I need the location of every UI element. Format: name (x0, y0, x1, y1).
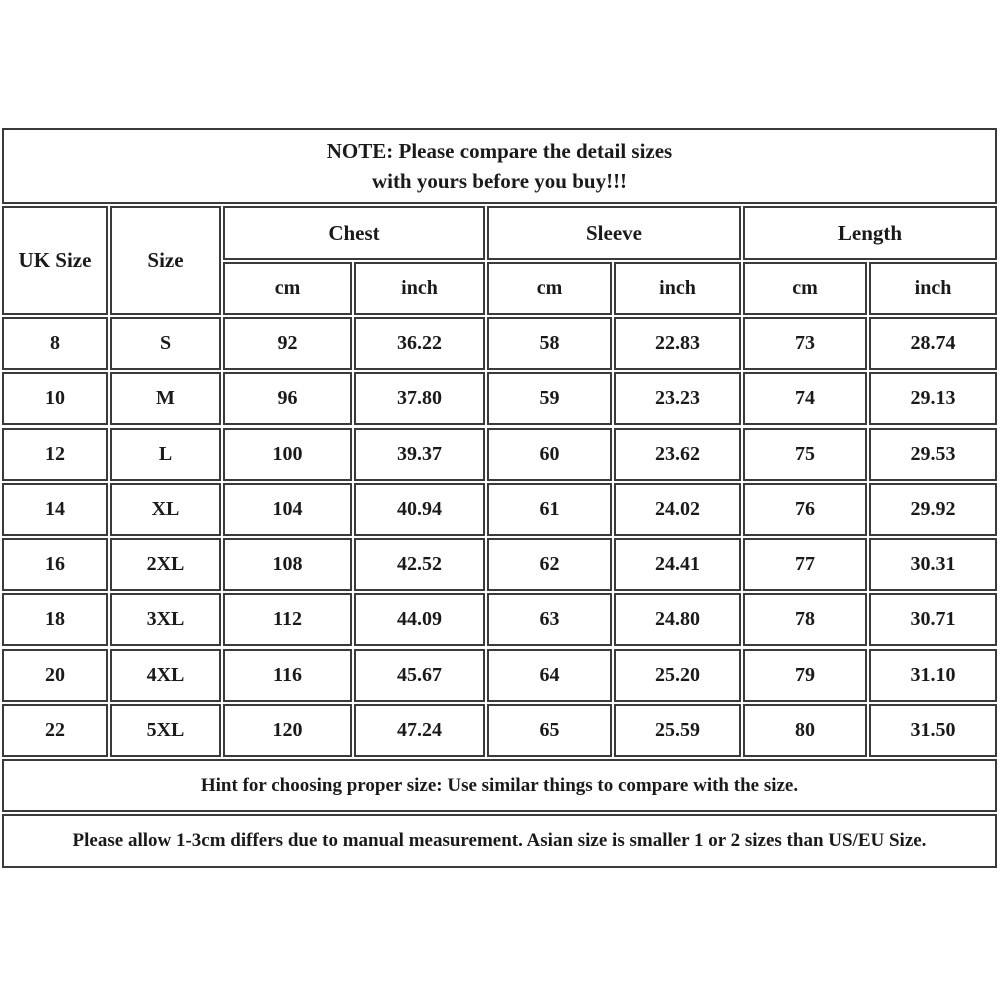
table-cell-length-cm: 80 (743, 704, 867, 757)
table-cell-chest-cm: 112 (223, 593, 352, 646)
table-cell-uk-size: 12 (2, 428, 108, 481)
table-cell-sleeve-cm: 62 (487, 538, 612, 591)
disclaimer-text: Please allow 1-3cm differs due to manual measurement. Asian size is smaller 1 or 2 sizes than US/EU Size. (2, 814, 997, 868)
table-cell-chest-inch: 40.94 (354, 483, 485, 536)
table-cell-sleeve-inch: 24.41 (614, 538, 741, 591)
table-cell-chest-cm: 104 (223, 483, 352, 536)
table-cell-sleeve-inch: 23.62 (614, 428, 741, 481)
table-cell-length-inch: 31.50 (869, 704, 997, 757)
table-cell-chest-cm: 108 (223, 538, 352, 591)
header-sleeve: Sleeve (487, 206, 741, 260)
table-cell-length-cm: 73 (743, 317, 867, 370)
table-cell-chest-inch: 36.22 (354, 317, 485, 370)
table-cell-length-inch: 29.92 (869, 483, 997, 536)
header-length: Length (743, 206, 997, 260)
table-cell-size: M (110, 372, 221, 425)
table-cell-chest-inch: 42.52 (354, 538, 485, 591)
table-cell-chest-inch: 37.80 (354, 372, 485, 425)
header-size: Size (110, 206, 221, 315)
header-sleeve-cm: cm (487, 262, 612, 315)
table-cell-size: 2XL (110, 538, 221, 591)
table-cell-uk-size: 10 (2, 372, 108, 425)
table-cell-sleeve-inch: 24.80 (614, 593, 741, 646)
header-length-inch: inch (869, 262, 997, 315)
table-cell-size: S (110, 317, 221, 370)
table-cell-size: XL (110, 483, 221, 536)
table-cell-chest-inch: 39.37 (354, 428, 485, 481)
table-cell-length-inch: 30.31 (869, 538, 997, 591)
table-cell-length-cm: 75 (743, 428, 867, 481)
header-chest-cm: cm (223, 262, 352, 315)
header-sleeve-inch: inch (614, 262, 741, 315)
note-line-1: NOTE: Please compare the detail sizes (326, 139, 673, 163)
table-cell-sleeve-cm: 63 (487, 593, 612, 646)
table-cell-chest-inch: 45.67 (354, 649, 485, 702)
table-cell-length-inch: 28.74 (869, 317, 997, 370)
table-cell-sleeve-cm: 60 (487, 428, 612, 481)
table-cell-chest-inch: 47.24 (354, 704, 485, 757)
table-cell-chest-cm: 120 (223, 704, 352, 757)
table-cell-sleeve-cm: 61 (487, 483, 612, 536)
table-cell-sleeve-cm: 65 (487, 704, 612, 757)
note-line-2: with yours before you buy!!! (371, 169, 628, 193)
table-cell-size: 4XL (110, 649, 221, 702)
table-cell-sleeve-inch: 25.20 (614, 649, 741, 702)
table-cell-size: 3XL (110, 593, 221, 646)
table-cell-chest-cm: 100 (223, 428, 352, 481)
header-uk-size: UK Size (2, 206, 108, 315)
table-cell-uk-size: 16 (2, 538, 108, 591)
table-cell-size: L (110, 428, 221, 481)
table-cell-length-inch: 30.71 (869, 593, 997, 646)
table-cell-length-cm: 74 (743, 372, 867, 425)
table-cell-chest-inch: 44.09 (354, 593, 485, 646)
table-cell-sleeve-cm: 59 (487, 372, 612, 425)
table-cell-sleeve-cm: 64 (487, 649, 612, 702)
table-cell-length-inch: 31.10 (869, 649, 997, 702)
table-cell-length-inch: 29.13 (869, 372, 997, 425)
table-cell-sleeve-inch: 22.83 (614, 317, 741, 370)
table-cell-sleeve-inch: 23.23 (614, 372, 741, 425)
header-chest-inch: inch (354, 262, 485, 315)
table-cell-chest-cm: 92 (223, 317, 352, 370)
table-cell-uk-size: 14 (2, 483, 108, 536)
table-cell-length-inch: 29.53 (869, 428, 997, 481)
table-cell-sleeve-inch: 24.02 (614, 483, 741, 536)
table-cell-sleeve-inch: 25.59 (614, 704, 741, 757)
table-cell-length-cm: 79 (743, 649, 867, 702)
header-length-cm: cm (743, 262, 867, 315)
table-cell-sleeve-cm: 58 (487, 317, 612, 370)
table-cell-uk-size: 22 (2, 704, 108, 757)
hint-text: Hint for choosing proper size: Use similar things to compare with the size. (2, 759, 997, 812)
table-cell-uk-size: 8 (2, 317, 108, 370)
table-cell-size: 5XL (110, 704, 221, 757)
table-cell-length-cm: 76 (743, 483, 867, 536)
table-cell-chest-cm: 96 (223, 372, 352, 425)
table-cell-chest-cm: 116 (223, 649, 352, 702)
note-banner (2, 128, 997, 204)
table-cell-length-cm: 78 (743, 593, 867, 646)
table-cell-uk-size: 18 (2, 593, 108, 646)
table-cell-length-cm: 77 (743, 538, 867, 591)
table-cell-uk-size: 20 (2, 649, 108, 702)
header-chest: Chest (223, 206, 485, 260)
